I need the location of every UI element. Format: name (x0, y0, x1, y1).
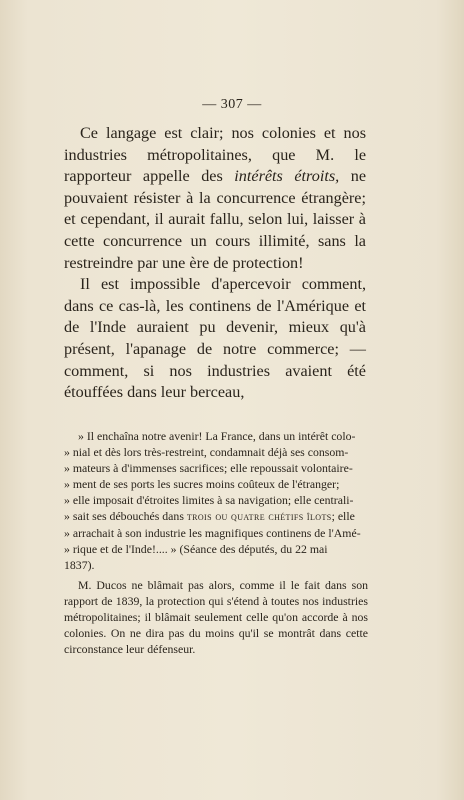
quote-line-6 (64, 508, 368, 524)
paragraph-1-start: Ce langage est clair; nos colonies et nos industries métropolitaines, que M. le rapporteur appelle des (64, 124, 366, 186)
footnote (64, 428, 368, 657)
quote-line-6-start: » sait ses débouchés dans (64, 509, 187, 524)
quote-line-6-end: ; elle (331, 509, 355, 524)
quote-line-8: » rique et de l'Inde!.... » (Séance des députés, du 22 mai (64, 541, 328, 556)
paragraph-2: Il est impossible d'apercevoir comment, dans ce cas-là, les continens de l'Amérique et de l'Inde auraient pu devenir, mieux qu'à présent, l'apanage de notre commerce; — comment, si nos industries avaient été étouffées dans leur berceau, (64, 275, 366, 402)
italic-phrase: intérêts étroits, (234, 167, 340, 186)
small-caps-phrase: trois ou quatre chétifs îlots (186, 509, 332, 524)
footnote-paragraph-2: M. Ducos ne blâmait pas alors, comme il le fait dans son rapport de 1839, la protection qui s'étend à toutes nos industries métropolitaines; il blâmait seulement celle qu'on accorde à nos colonies. On ne dira pas du moins qu'il se montrât dans cette circonstance leur défenseur. (64, 577, 368, 657)
quote-line-4: » ment de ses ports les sucres moins coûteux de l'étranger; (64, 477, 340, 492)
quote-line-2: » nial et dès lors très-restreint, condamnait déjà ses consom- (64, 445, 349, 460)
paragraph-1 (64, 123, 366, 274)
page-number: — 307 — (202, 97, 262, 112)
main-text (64, 123, 366, 404)
quote-line-1: » Il enchaîna notre avenir! La France, dans un intérêt colo- (78, 429, 356, 443)
quote-line-7: » arrachait à son industrie les magnifiques continens de l'Amé- (64, 525, 361, 540)
quote-line-3: » mateurs à d'immenses sacrifices; elle repoussait volontaire- (64, 461, 353, 476)
quote-line-5: » elle imposait d'étroites limites à sa navigation; elle centrali- (64, 493, 354, 508)
paragraph-1-end: ne pouvaient résister à la concurrence étrangère; et cependant, il aurait fallu, selon lui, laisser à cette concurrence un cours illimité, sans la restreindre par une ère de protection! (64, 167, 367, 272)
quote-line-9: 1837). (64, 557, 95, 572)
